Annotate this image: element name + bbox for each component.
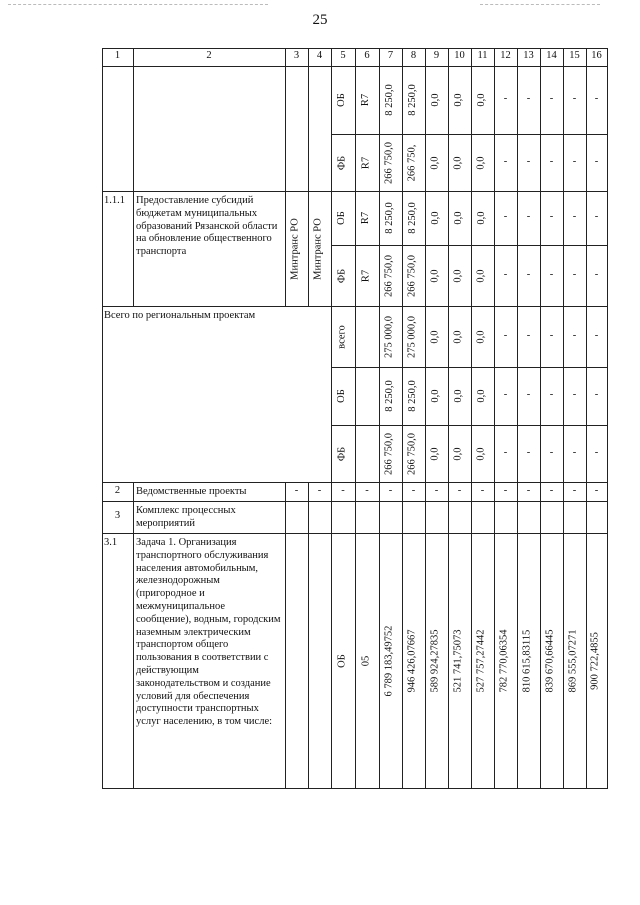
empty-dash: - xyxy=(549,93,554,104)
source-cell: ФБ xyxy=(336,155,347,170)
value-cell: 521 741,75073 xyxy=(452,629,464,692)
table-rule xyxy=(331,48,332,788)
table-rule xyxy=(355,48,356,788)
empty-dash: - xyxy=(549,155,554,167)
source-cell: ОБ xyxy=(336,653,347,668)
row-title: Предоставление субсидий бюджетам муниципальных образований Рязанской области на обновление общественного транспорта xyxy=(136,195,278,258)
table-rule xyxy=(133,48,134,306)
empty-dash: - xyxy=(572,484,577,496)
value-cell-v10: 0,0 xyxy=(452,329,464,344)
table-rule xyxy=(102,48,103,788)
table-rule xyxy=(448,48,449,788)
empty-dash: - xyxy=(572,155,577,167)
empty-dash: - xyxy=(549,329,554,341)
value-cell-v7: 266 750,0 xyxy=(383,141,395,184)
value-cell-v7: 8 250,0 xyxy=(383,380,395,412)
row-title: Задача 1. Организация транспортного обслуживания населения автомобильным, железнодорожным (пригородное и межмуниципальное сообщение), водным, городским наземным электрическим транспортом общего пользования в соответствии с действующим законодательством и создание условий для обеспечения доступности транспортных услуг населению, в том числе: xyxy=(136,537,281,728)
value-cell: 869 555,07271 xyxy=(567,629,579,692)
value-cell: 782 770,06354 xyxy=(498,629,510,692)
header-col-8: 8 xyxy=(410,50,417,61)
empty-dash: - xyxy=(526,93,531,104)
empty-dash: - xyxy=(341,484,345,496)
empty-dash: - xyxy=(503,155,508,167)
empty-dash: - xyxy=(526,484,531,496)
page-number: 25 xyxy=(312,12,328,28)
code-cell: 05 xyxy=(360,655,371,666)
table-rule xyxy=(133,482,134,788)
header-col-2: 2 xyxy=(206,50,212,61)
value-cell-v9: 0,0 xyxy=(429,389,441,403)
value-cell-v7: 266 750,0 xyxy=(383,432,395,475)
header-col-10: 10 xyxy=(454,50,465,61)
empty-dash: - xyxy=(526,446,531,458)
header-col-15: 15 xyxy=(569,50,580,61)
empty-dash: - xyxy=(572,268,577,280)
empty-dash: - xyxy=(549,268,554,280)
value-cell-v8: 275 000,0 xyxy=(406,315,418,358)
value-cell-v10: 0,0 xyxy=(452,211,464,225)
empty-dash: - xyxy=(594,446,599,458)
value-cell-v11: 0,0 xyxy=(475,93,487,107)
empty-dash: - xyxy=(572,446,577,458)
empty-dash: - xyxy=(594,268,599,280)
scan-artifact xyxy=(8,4,268,6)
empty-dash: - xyxy=(317,484,322,496)
total-label: Всего по региональным проектам xyxy=(104,310,256,321)
code-cell: R7 xyxy=(360,269,371,282)
value-cell-v9: 0,0 xyxy=(429,268,441,283)
value-cell-v7: 8 250,0 xyxy=(383,202,395,234)
row-number: 3.1 xyxy=(104,537,118,548)
empty-dash: - xyxy=(594,93,599,104)
value-cell-v10: 0,0 xyxy=(452,155,464,170)
value-cell: 900 722,4855 xyxy=(589,631,601,690)
empty-dash: - xyxy=(572,211,577,222)
header-col-5: 5 xyxy=(340,50,346,61)
empty-dash: - xyxy=(594,155,599,167)
empty-dash: - xyxy=(526,268,531,280)
row-title: Ведомственные проекты xyxy=(136,486,247,497)
table-rule xyxy=(471,48,472,788)
value-cell: 6 789 183,49752 xyxy=(383,625,395,696)
value-cell-v11: 0,0 xyxy=(475,389,487,403)
table-rule xyxy=(425,48,426,788)
executor-cell: Минтранс РО xyxy=(289,217,301,280)
row-number: 2 xyxy=(114,484,121,496)
empty-dash: - xyxy=(503,389,508,400)
empty-dash: - xyxy=(549,484,554,496)
code-cell: R7 xyxy=(360,93,371,107)
code-cell: R7 xyxy=(360,156,371,169)
empty-dash: - xyxy=(549,446,554,458)
empty-dash: - xyxy=(594,329,599,341)
empty-dash: - xyxy=(503,484,508,496)
empty-dash: - xyxy=(549,389,554,400)
empty-dash: - xyxy=(503,329,508,341)
header-col-12: 12 xyxy=(500,50,511,61)
table-rule xyxy=(285,48,286,306)
value-cell-v8: 266 750, xyxy=(406,144,418,181)
source-cell: ОБ xyxy=(336,93,347,107)
empty-dash: - xyxy=(365,484,369,496)
source-cell: ФБ xyxy=(336,268,347,283)
empty-dash: - xyxy=(503,93,508,104)
value-cell-v10: 0,0 xyxy=(452,446,464,461)
value-cell-v9: 0,0 xyxy=(429,446,441,461)
value-cell-v11: 0,0 xyxy=(475,211,487,225)
empty-dash: - xyxy=(480,484,485,496)
value-cell-v9: 0,0 xyxy=(429,93,441,107)
value-cell: 839 670,66445 xyxy=(544,629,556,692)
executor-cell: Минтранс РО xyxy=(312,217,324,280)
header-col-11: 11 xyxy=(477,50,488,61)
value-cell-v10: 0,0 xyxy=(452,389,464,403)
value-cell: 810 615,83115 xyxy=(521,629,533,692)
empty-dash: - xyxy=(503,211,508,222)
empty-dash: - xyxy=(526,329,531,341)
value-cell-v8: 266 750,0 xyxy=(406,432,418,475)
value-cell-v11: 0,0 xyxy=(475,155,487,170)
empty-dash: - xyxy=(457,484,462,496)
empty-dash: - xyxy=(594,389,599,400)
table-rule xyxy=(402,48,403,788)
header-col-16: 16 xyxy=(591,50,602,61)
table-rule xyxy=(607,48,608,788)
empty-dash: - xyxy=(572,93,577,104)
value-cell-v9: 0,0 xyxy=(429,329,441,344)
header-col-14: 14 xyxy=(546,50,557,61)
empty-dash: - xyxy=(503,446,508,458)
value-cell-v10: 0,0 xyxy=(452,268,464,283)
value-cell-v11: 0,0 xyxy=(475,268,487,283)
scan-artifact xyxy=(480,4,600,6)
value-cell-v8: 8 250,0 xyxy=(406,84,418,116)
value-cell-v11: 0,0 xyxy=(475,329,487,344)
value-cell-v7: 266 750,0 xyxy=(383,254,395,297)
header-col-9: 9 xyxy=(433,50,440,61)
empty-dash: - xyxy=(388,484,393,496)
value-cell-v7: 275 000,0 xyxy=(383,315,395,358)
empty-dash: - xyxy=(549,211,554,222)
empty-dash: - xyxy=(526,389,531,400)
value-cell-v10: 0,0 xyxy=(452,93,464,107)
table-rule xyxy=(331,425,608,426)
empty-dash: - xyxy=(526,211,531,222)
code-cell: R7 xyxy=(360,211,371,225)
empty-dash: - xyxy=(434,484,439,496)
empty-dash: - xyxy=(294,484,299,496)
table-rule xyxy=(308,482,309,788)
value-cell-v8: 8 250,0 xyxy=(406,202,418,234)
empty-dash: - xyxy=(572,329,577,341)
value-cell-v8: 8 250,0 xyxy=(406,380,418,412)
empty-dash: - xyxy=(526,155,531,167)
header-col-3: 3 xyxy=(293,50,300,61)
header-col-1: 1 xyxy=(114,50,121,61)
source-cell: ОБ xyxy=(336,389,347,403)
header-col-4: 4 xyxy=(316,50,323,61)
table-rule xyxy=(285,482,286,788)
header-col-6: 6 xyxy=(364,50,370,61)
value-cell: 946 426,07667 xyxy=(406,629,418,692)
empty-dash: - xyxy=(572,389,577,400)
value-cell-v9: 0,0 xyxy=(429,211,441,225)
value-cell: 589 924,27835 xyxy=(429,629,441,692)
empty-dash: - xyxy=(594,484,599,496)
value-cell-v8: 266 750,0 xyxy=(406,254,418,297)
value-cell: 527 757,27442 xyxy=(475,629,487,692)
header-col-7: 7 xyxy=(387,50,394,61)
table-rule xyxy=(331,367,608,368)
row-number: 3 xyxy=(114,510,121,521)
value-cell-v11: 0,0 xyxy=(475,446,487,461)
empty-dash: - xyxy=(594,211,599,222)
empty-dash: - xyxy=(503,268,508,280)
value-cell-v9: 0,0 xyxy=(429,155,441,170)
header-col-13: 13 xyxy=(523,50,534,61)
value-cell-v7: 8 250,0 xyxy=(383,84,395,116)
empty-dash: - xyxy=(411,484,416,496)
table-rule xyxy=(379,48,380,788)
source-cell: всего xyxy=(336,324,347,349)
row-number: 1.1.1 xyxy=(104,195,125,206)
row-title: Комплекс процессных мероприятий xyxy=(136,505,236,529)
table-rule xyxy=(308,48,309,306)
source-cell: ФБ xyxy=(336,446,347,461)
source-cell: ОБ xyxy=(336,211,347,225)
